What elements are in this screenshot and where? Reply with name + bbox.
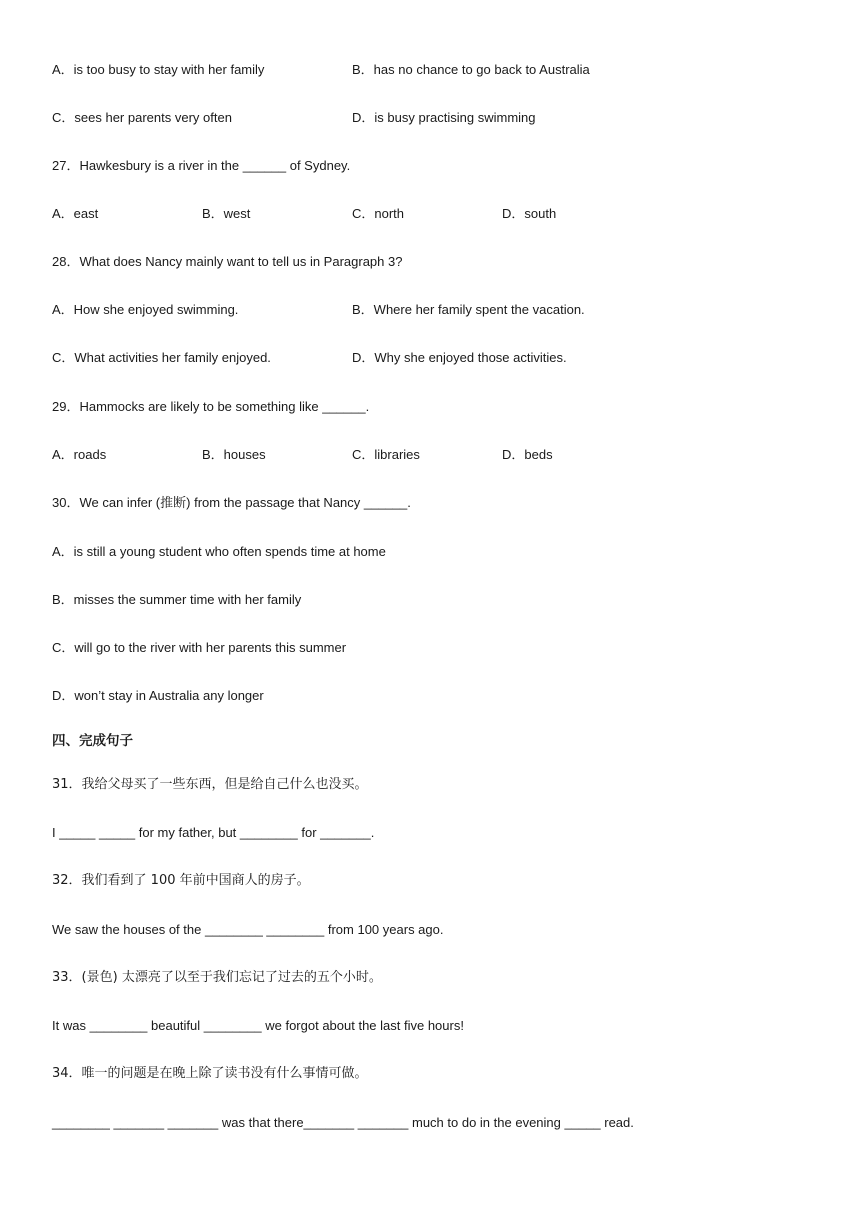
q31-chinese: 31．我给父母买了一些东西，但是给自己什么也没买。 — [52, 777, 368, 792]
q33-english: It was ________ beautiful ________ we forgot about the last five hours! — [52, 1018, 464, 1033]
q30-option-c: C．will go to the river with her parents this summer — [52, 640, 347, 655]
q29-option-b: B．houses — [202, 447, 266, 462]
q27-option-c: C．north — [352, 206, 405, 221]
q28-option-d: D．Why she enjoyed those activities. — [352, 350, 567, 365]
q28-option-c: C．What activities her family enjoyed. — [52, 350, 271, 365]
q26-option-b: B．has no chance to go back to Australia — [352, 62, 590, 77]
q30-option-a: A．is still a young student who often spends time at home — [52, 544, 386, 559]
q26-option-d: D．is busy practising swimming — [352, 110, 536, 125]
q32-chinese: 32．我们看到了 100 年前中国商人的房子。 — [52, 873, 310, 888]
q27-stem: 27．Hawkesbury is a river in the ______ of Sydney. — [52, 158, 351, 173]
q28-option-a: A．How she enjoyed swimming. — [52, 302, 239, 317]
q29-option-c: C．libraries — [352, 447, 420, 462]
q29-option-a: A．roads — [52, 447, 107, 462]
q27-option-b: B．west — [202, 206, 251, 221]
section-heading: 四、完成句子 — [52, 733, 133, 749]
q28-stem: 28．What does Nancy mainly want to tell us in Paragraph 3? — [52, 254, 403, 269]
q32-english: We saw the houses of the ________ ________ from 100 years ago. — [52, 922, 444, 937]
q29-stem: 29．Hammocks are likely to be something like ______. — [52, 399, 370, 414]
q28-option-b: B．Where her family spent the vacation. — [352, 302, 585, 317]
q30-stem: 30．We can infer (推断) from the passage that Nancy ______. — [52, 495, 411, 510]
q31-english: I _____ _____ for my father, but ________ for _______. — [52, 825, 375, 840]
q34-chinese: 34．唯一的问题是在晚上除了读书没有什么事情可做。 — [52, 1066, 368, 1081]
q27-option-a: A．east — [52, 206, 99, 221]
q30-option-d: D．won’t stay in Australia any longer — [52, 688, 264, 703]
q30-option-b: B．misses the summer time with her family — [52, 592, 302, 607]
q26-option-c: C．sees her parents very often — [52, 110, 232, 125]
q29-option-d: D．beds — [502, 447, 553, 462]
q27-option-d: D．south — [502, 206, 557, 221]
q34-english: ________ _______ _______ was that there_______ _______ much to do in the evening _____ read. — [52, 1115, 634, 1130]
q33-chinese: 33．(景色) 太漂亮了以至于我们忘记了过去的五个小时。 — [52, 970, 382, 985]
q26-option-a: A．is too busy to stay with her family — [52, 62, 265, 77]
